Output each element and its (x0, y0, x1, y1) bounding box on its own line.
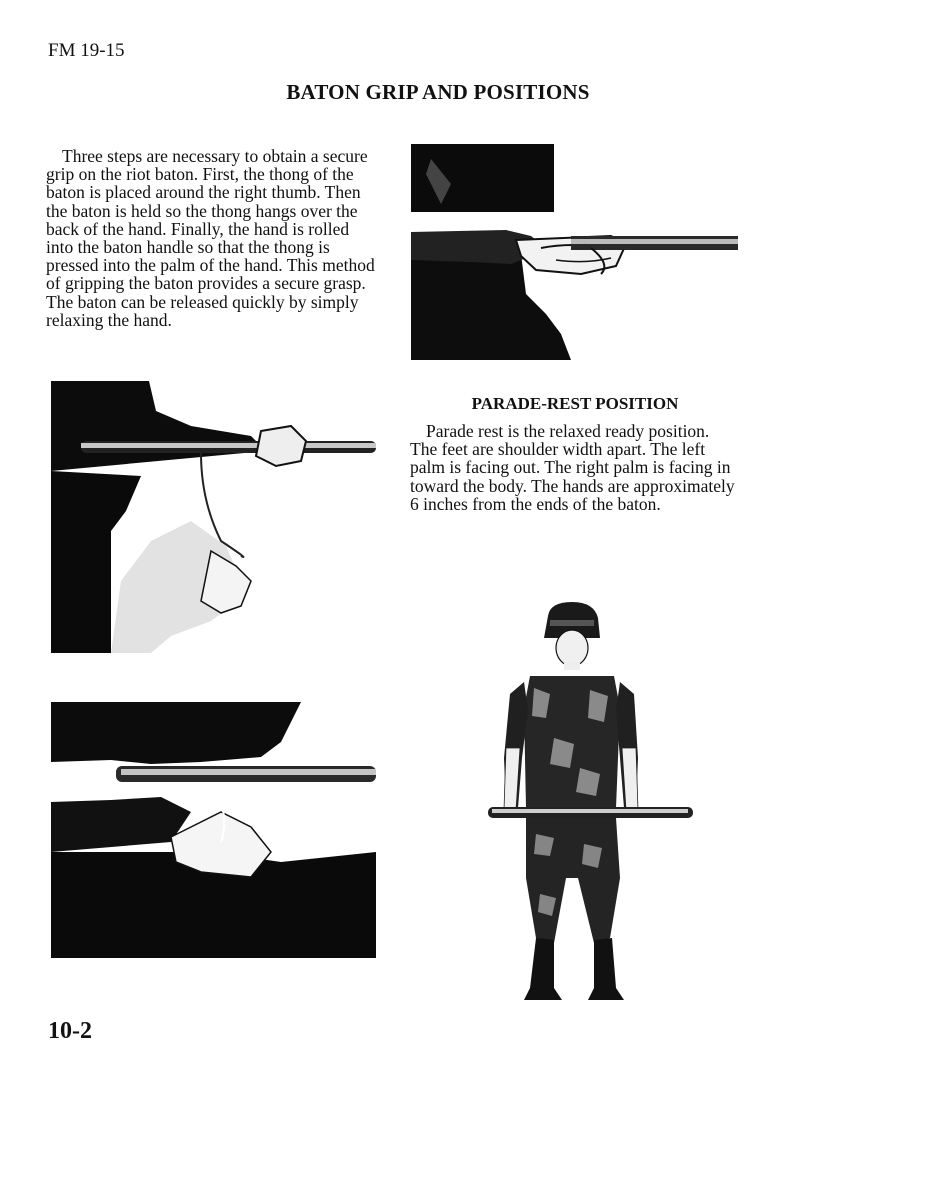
section-heading-parade-rest: PARADE-REST POSITION (471, 394, 679, 413)
photo-thong-over-hand (51, 702, 376, 958)
intro-paragraph: Three steps are necessary to obtain a secure grip on the riot baton. First, the thong of the baton is placed around the right thumb. Then the baton is held so the thong hangs over the back of the hand. Finally, the hand is rolled into the baton handle so that the thong is pressed into the palm of the hand. This method of gripping the baton provides a secure grasp. The baton can be released quickly by simply relaxing the hand. (46, 146, 375, 330)
photo-grip-rolled-hand (411, 144, 738, 360)
page-title (0, 80, 800, 105)
page-title-text: BATON GRIP AND POSITIONS (286, 80, 590, 104)
parade-rest-paragraph: Parade rest is the relaxed ready position. The feet are shoulder width apart. The left palm is facing out. The right palm is facing in toward the body. The hands are approximately 6 inches from the ends of the baton. (410, 421, 735, 514)
photo-parade-rest-soldier (470, 598, 700, 1010)
photo-thong-around-thumb (51, 381, 376, 653)
page-number: 10-2 (48, 1018, 92, 1044)
document-code: FM 19-15 (48, 40, 125, 61)
